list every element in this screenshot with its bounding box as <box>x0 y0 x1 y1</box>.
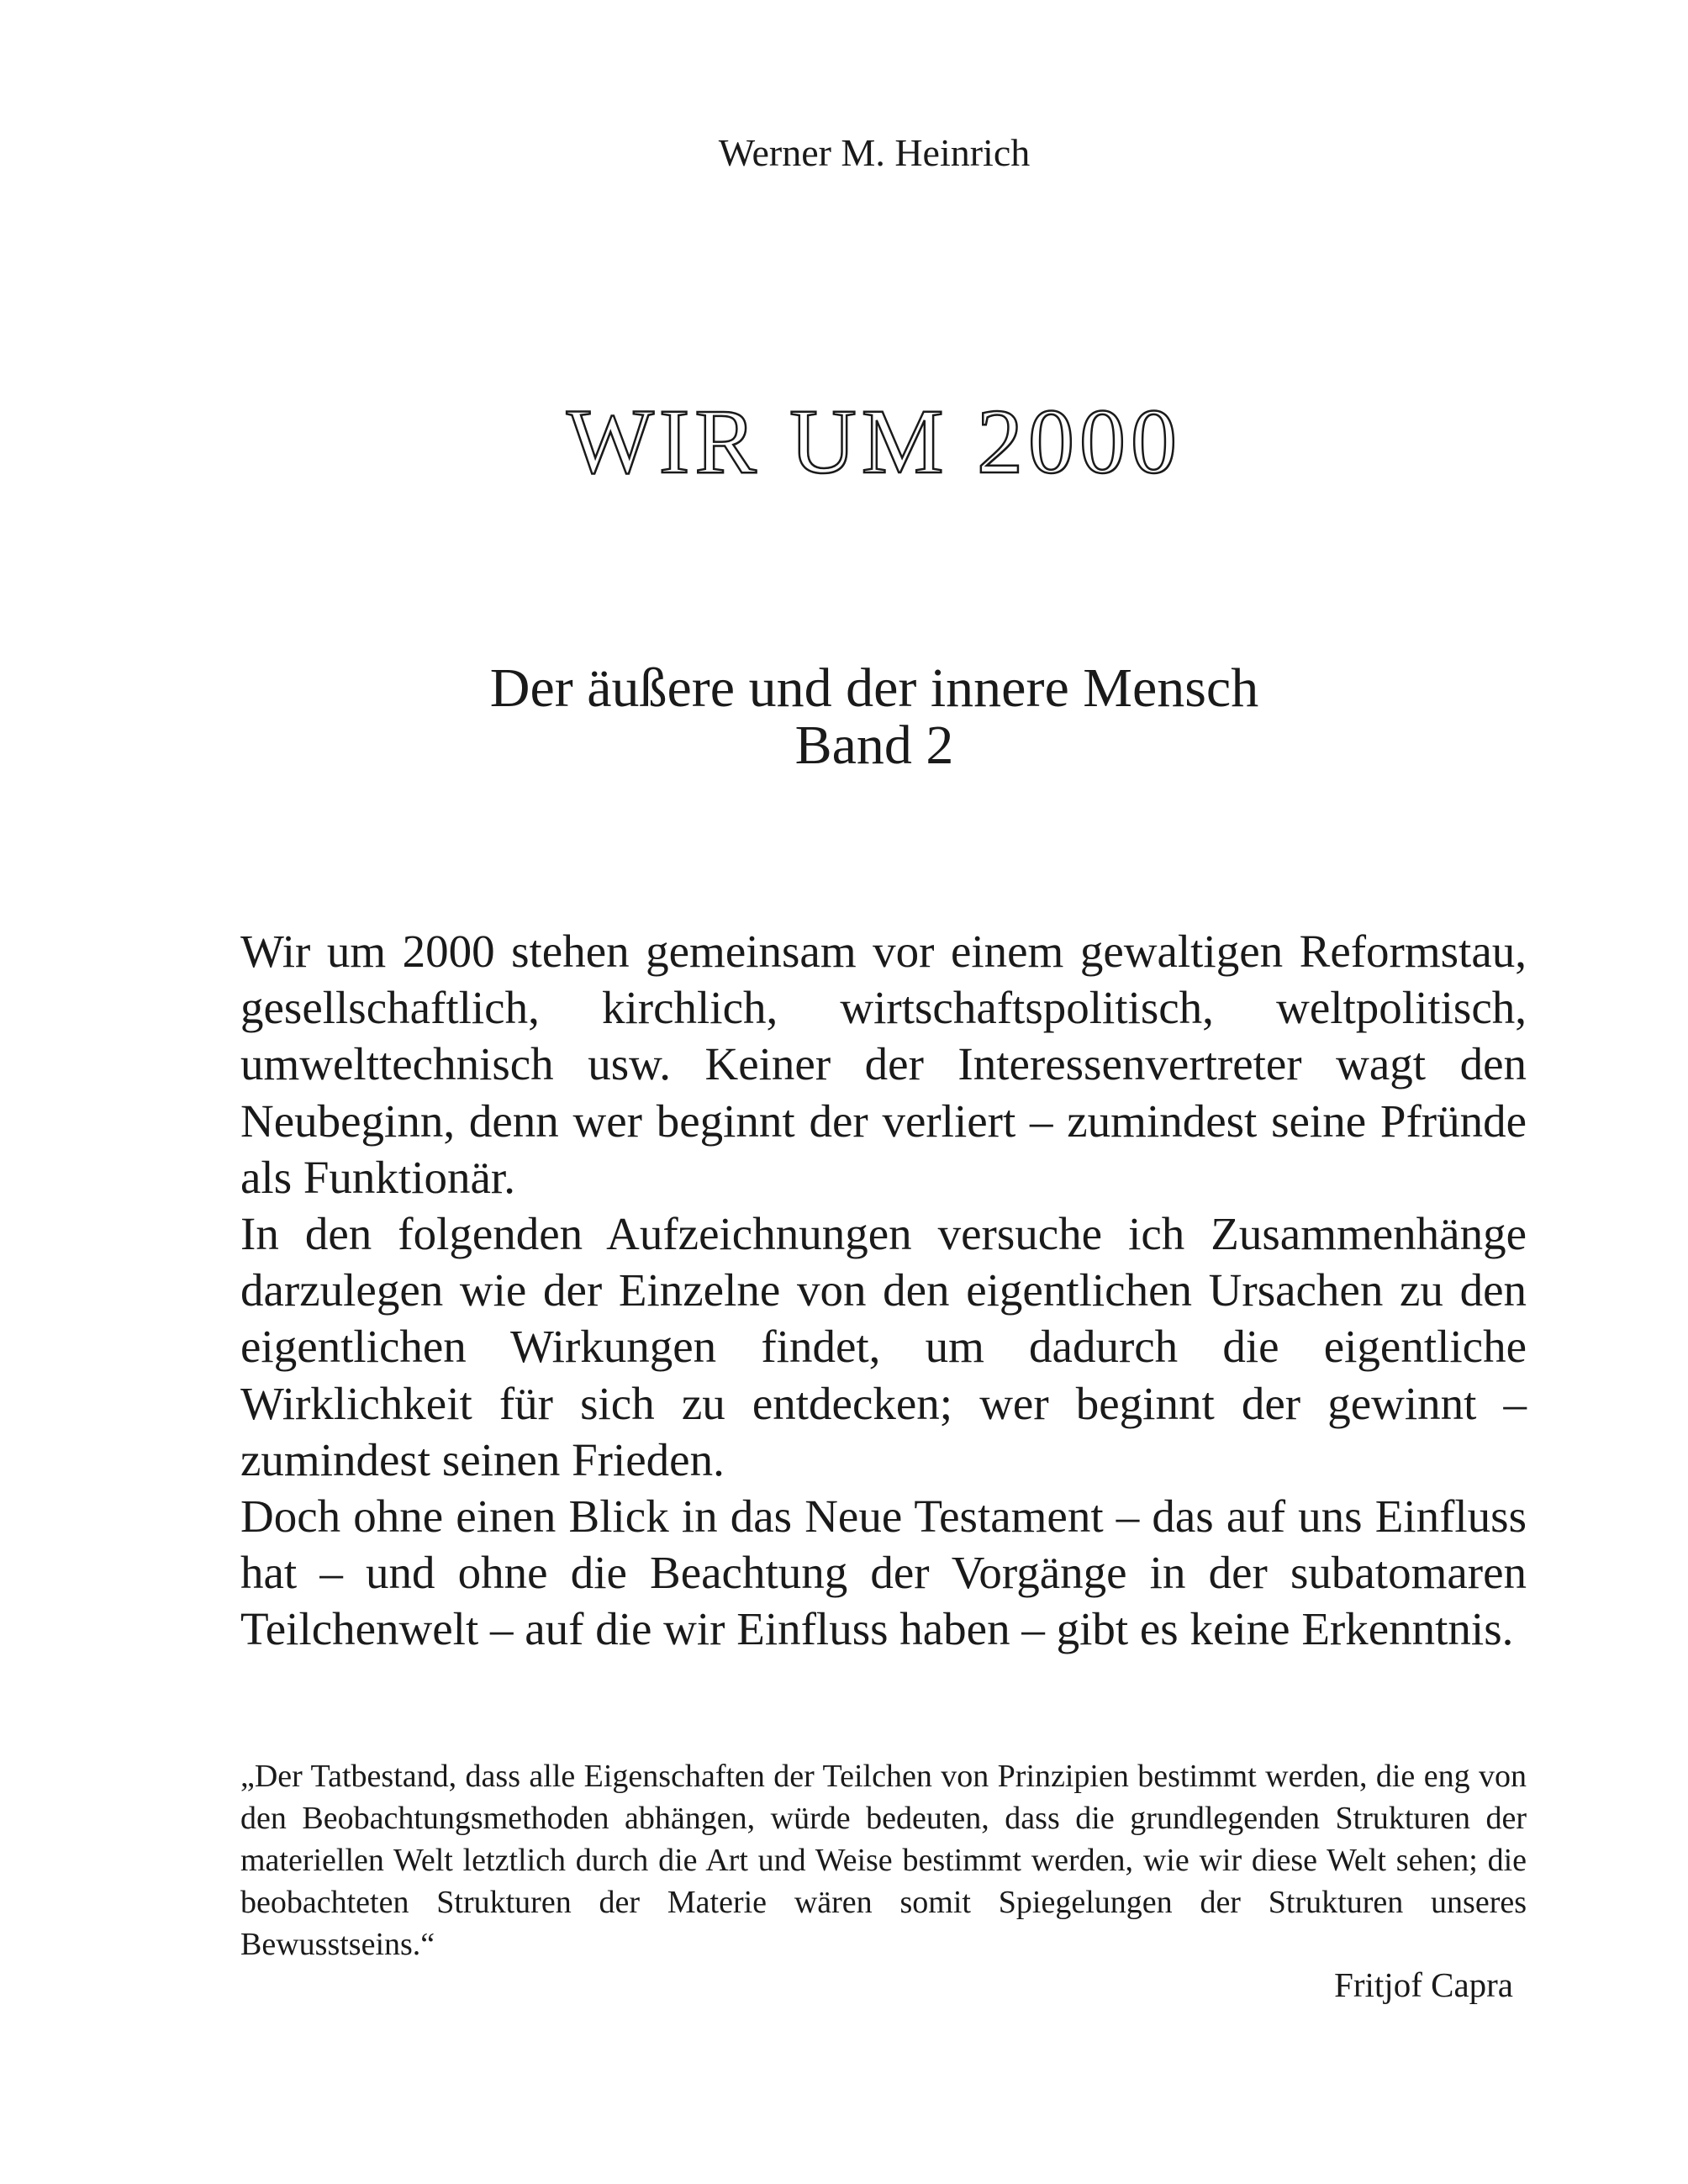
blurb-text <box>240 923 1527 1658</box>
quote-attribution: Fritjof Capra <box>1334 1965 1513 2004</box>
blurb-paragraph: Doch ohne einen Blick in das Neue Testament – das auf uns Einfluss hat – und ohne die Beachtung der Vorgänge in der subatomaren Teilchenwelt – auf die wir Einfluss haben – gibt es keine Erkenntnis. <box>240 1490 1527 1655</box>
author-name: Werner M. Heinrich <box>718 131 1031 174</box>
book-title: WIR UM 2000 <box>566 390 1183 493</box>
subtitle-line: Der äußere und der innere Mensch <box>489 657 1259 719</box>
book-subtitle <box>0 657 1688 776</box>
blurb-paragraph: Wir um 2000 stehen gemeinsam vor einem gewaltigen Reformstau, gesellschaftlich, kirchlich, wirtschaftspolitisch, weltpolitisch, umwelttechnisch usw. Keiner der Interessenvertreter wagt den Neubeginn, denn wer beginnt der verliert – zumindest seine Pfründe als Funktionär. <box>240 926 1527 1203</box>
blurb-paragraph: In den folgenden Aufzeichnungen versuche ich Zusammenhänge darzulegen wie der Einzelne von den eigentlichen Ursachen zu den eigentlichen Wirkungen findet, um dadurch die eigentliche Wirklichkeit für sich zu entdecken; wer beginnt der gewinnt – zumindest seinen Frieden. <box>240 1208 1527 1485</box>
volume-label: Band 2 <box>794 715 954 776</box>
quote-text: „Der Tatbestand, dass alle Eigenschaften der Teilchen von Prinzipien bestimmt werden, die eng von den Beobachtungsmethoden abhängen, würde bedeuten, dass die grundlegenden Strukturen der materiellen Welt letztlich durch die Art und Weise bestimmt werden, wie wir diese Welt sehen; die beobachteten Strukturen der Materie wären somit Spiegelungen der Strukturen unseres Bewusstseins.“ <box>240 1759 1527 1962</box>
